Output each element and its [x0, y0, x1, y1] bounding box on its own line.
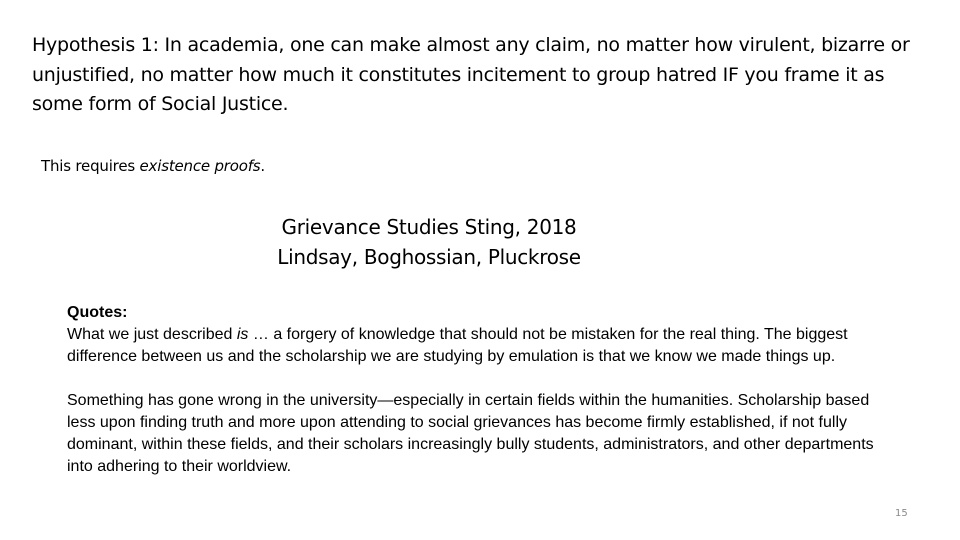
quotes-block [67, 302, 897, 478]
quote-1-after: … a forgery of knowledge that should not be mistaken for the real thing. The biggest difference between us and the scholarship we are studying by emulation is that we know we made things up. [67, 326, 848, 365]
sting-authors: Lindsay, Boghossian, Pluckrose [277, 245, 581, 269]
requires-prefix: This requires [41, 157, 140, 175]
sting-title: Grievance Studies Sting, 2018 [281, 215, 577, 239]
quote-spacer [67, 368, 897, 390]
requires-suffix: . [260, 157, 265, 175]
quote-2: Something has gone wrong in the university—especially in certain fields within the humanities. Scholarship based less upon finding truth and more upon attending to social grievances has become firmly established, if not fully dominant, within these fields, and their scholars increasingly bully students, administrators, and other departments into adhering to their worldview. [67, 392, 874, 475]
quotes-heading: Quotes: [67, 304, 128, 321]
page-number: 15 [895, 508, 908, 519]
quote-1-emphasis: is [236, 326, 249, 343]
hypothesis-statement: Hypothesis 1: In academia, one can make almost any claim, no matter how virulent, bizarre or unjustified, no matter how much it constitutes incitement to group hatred IF you frame it as some form of Social Justice. [32, 34, 910, 115]
requires-emphasis: existence proofs [139, 157, 261, 175]
requires-line [41, 155, 265, 177]
sting-citation [270, 212, 588, 272]
quote-1 [67, 324, 897, 368]
quote-1-before: What we just described [67, 326, 237, 343]
